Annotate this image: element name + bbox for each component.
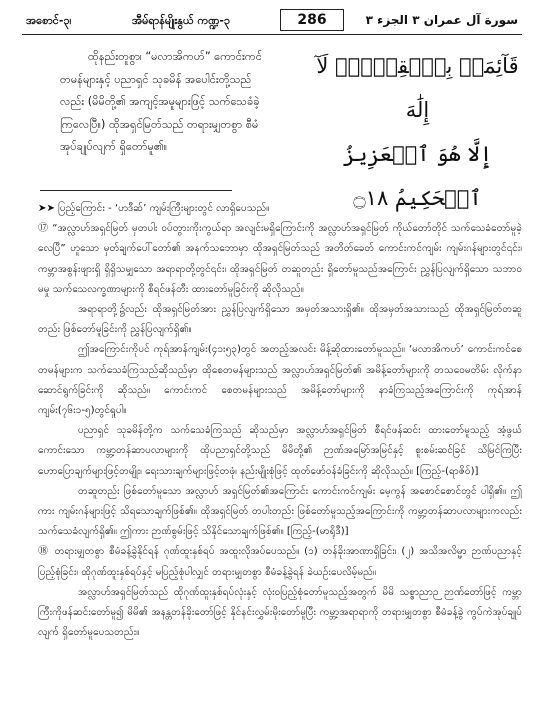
arabic-line: قَآئِمَاۢ بِٱلۡقِسۡطِۚ لَآ إِلَٰهَ bbox=[316, 54, 519, 122]
note-paragraph: တဆူတည်း ဖြစ်တော်မူသော အလ္လာဟ် အရှင်မြတ်၏အကြောင်း ကောင်းကင်ကျမ်း မေ့ကွန် အစောင်စောင်တွင် ပါရှိ၏။ ဤကား ကျမ်းဂန်များဖြင့် သိရသောချက်ဖြစ်၏။ ထိုအရှင်မြတ် တပါးတည်း ဖြစ်တော်မူသည့်အကြောင်းကို ကမ္ဘာ့တန်ဆာပလာများကလည်း သက်သေခံလျက်ရှိ၏။ ဤကား ဉာဏ်စွမ်းဖြင့် သိနိုင်သောချက်ဖြစ်၏။ [ကြည့်-(မာရိုဒီ)] bbox=[38, 485, 522, 538]
translation-line: တမန်များနှင့် ပညာရှင် သုခမိန် အပေါင်းတို့သည် bbox=[60, 72, 252, 86]
note-paragraph: ⑱ တရားမျှတစွာ စီမံခန့်ခွဲနိုင်ရန် ဂုဏ်ထူးနှစ်ရပ် အထူးလိုအပ်ပေသည်။ (၁) တန်ခိုးအာဏာရှိခြင်း၊ (၂) အသိအလိမ္မာ ဉာဏ်ပညာနှင့် ပြည့်စုံခြင်း၊ ထိုဂုဏ်ထူးနှစ်ရပ်နှင့် မပြည့်စုံပါလျှင် တရားမျှတစွာ စီမံခန့်ခွဲရန် ခဲယဉ်းပေလိမ့်မည်။ bbox=[38, 546, 522, 578]
volume-label: အစောင်-၃၊ bbox=[26, 14, 72, 27]
note-paragraph: အရာရာတို့၌လည်း ထိုအရှင်မြတ်အား ညွှန်ပြလျက်ရှိသော အမှတ်အသားရှိ၏။ ထိုအမှတ်အသားသည် ထိုအရှင်မြတ်တဆူတည်း ဖြစ်တော်မူခြင်းကို ညွှန်ပြလျက်ရှိ၏။ bbox=[38, 304, 522, 336]
note-paragraph: ⑰ “အလ္လာဟ်အရှင်မြတ် မှတပါး ဝပ်တွားကိုးကွယ်ရာ အလျင်းမရှိကြောင်းကို အလ္လာဟ်အရှင်မြတ် ကိုယ်တော်တိုင် သက်သေခံတော်မူခဲ့လေပြီ” ဟူသော မှတ်ချက်ပေါ်တော်၏ အနက်သဘောမှာ ထိုအရှင်မြတ်သည် အတိတ်ခေတ် ကောင်းကင်ကျမ်း ကျမ်းဂန်များတွင်၎င်း၊ ကမ္ဘာအစွန်းဖျားရှိ ရှိရှိသမျှသော အရာရာတို့တွင်၎င်း၊ ထိုအရှင်မြတ် တဆူတည်း ရှိတော်မူသည်အကြောင်း ညွှန်ပြလျက်ရှိသော သဘာဝမမှု သက်သေလက္ခဏာများကို စီရင်ဖန်တီး ထားတော်မူခြင်းကို ဆိုလိုသည်။ bbox=[38, 223, 522, 295]
note-paragraph: ဤအကြောင်းကိုပင် ကုရ်အာန်ကျမ်း(၄၁း၅၃)တွင် အတည့်အလင်း မိန့်ဆိုထားတော်မူသည်။ ‘မလာအိကဟ်’ ကောင်းကင်စေတမန်များက သက်သေခံကြသည်ဆိုသည်မှာ ထိုစေတမန်များသည် အလ္လာဟ်အရှင်မြတ်၏ အမိန့်တော်များကို တသဝေမတိမ်း လိုက်နာဆောင်ရွက်ခြင်းကို ဆိုသည်။ ကောင်းကင် စေတမန်များသည် အမိန့်တော်များကို နာခံကြသည့်အကြောင်းကို ကုရ်အာန်ကျမ်း(၇၆း၁-၅)တွင်ရှုပါ။ bbox=[38, 344, 522, 417]
translation-line: အုပ်ချုပ်လျက် ရှိတော်မူ၏။ bbox=[60, 140, 168, 153]
note-paragraph: ပညာရှင် သုခမိန်တို့က သက်သေခံကြသည် ဆိုသည်မှာ အလ္လာဟ်အရှင်မြတ် စီရင်ဖန်ဆင်း ထားတော်မူသည့် အံ့ဖွယ်ကောင်းသော ကမ္ဘာ့တန်ဆာပလာများကို ထိုပညာရှင်တို့သည် မိမိတို့၏ ဉာဏ်အမြော်အမြင်နှင့် စူးစမ်းဆင်ခြင် သိမြင်ကြပြီး ဟောပြောချက်များဖြင့်တမျိုး၊ ရေးသားချက်များဖြင့်တဖုံ၊ နည်းမျိုးစုံဖြင့် ထုတ်ဖော်ဝန်ခံခြင်းကို ဆိုလိုသည်။ [ကြည့်-(ရာဇိဝ်)] bbox=[38, 425, 522, 477]
surah-label: سورة آل عمران ٣ الجزء ٣ bbox=[365, 13, 518, 27]
note-paragraph: အလ္လာဟ်အရှင်မြတ်သည် ထိုဂုဏ်ထူးနှစ်ရပ်လုံးနှင့် လုံးဝပြည့်စုံတော်မူသည့်အတွက် မိမိ သစ္စာညာဉ ဉာဏ်တော်ဖြင့် ကမ္ဘာကြီးကိုဖန်ဆင်းတော်မူ၍ မိမိ၏ အနန္တတန်ခိုးတော်ဖြင့် နိုင်နင်းလွှမ်းမိုးတော်မူပြီး ကမ္ဘာ့အရာရာကို တရားမျှတစွာ စီမံခန့်ခွဲ ကွပ်ကဲအုပ်ချုပ်လျက် ရှိတော်မူပေသတည်း။ bbox=[38, 586, 522, 639]
arabic-line: إِلَّا هُوَ ٱلۡعَزِيزُ ٱلۡحَكِيمُ ۝١٨ bbox=[342, 142, 493, 210]
commentary-notes bbox=[38, 199, 522, 643]
note-paragraph: ➤➤ ပြည့်ကြောင်း - ‘ဟဒီဆ်’ ကျမ်းကြီးများတွင် လာရှိပေသည်။ bbox=[38, 203, 270, 214]
verse-translation bbox=[60, 46, 304, 159]
translation-line: ကြလေပြီ။) ထိုအရှင်မြတ်သည် တရားမျှတစွာ စီမံ bbox=[60, 117, 259, 131]
page-header bbox=[22, 8, 522, 35]
footnote-divider bbox=[40, 190, 232, 191]
section-label: အီမ်ရာန်မျိုးနွယ် ကဏ္ဍ-၃ bbox=[132, 14, 231, 27]
page-number: 286 bbox=[280, 9, 344, 31]
translation-line: ထိုနည်းတူစွာ၊ “မလာအိကဟ်” ကောင်းကင် bbox=[88, 50, 262, 63]
translation-line: လည်း (မိမိတို့၏ အကျင့်အမူများဖြင့် သက်သေခံခဲ့ bbox=[60, 95, 260, 108]
arabic-verse bbox=[315, 44, 520, 220]
